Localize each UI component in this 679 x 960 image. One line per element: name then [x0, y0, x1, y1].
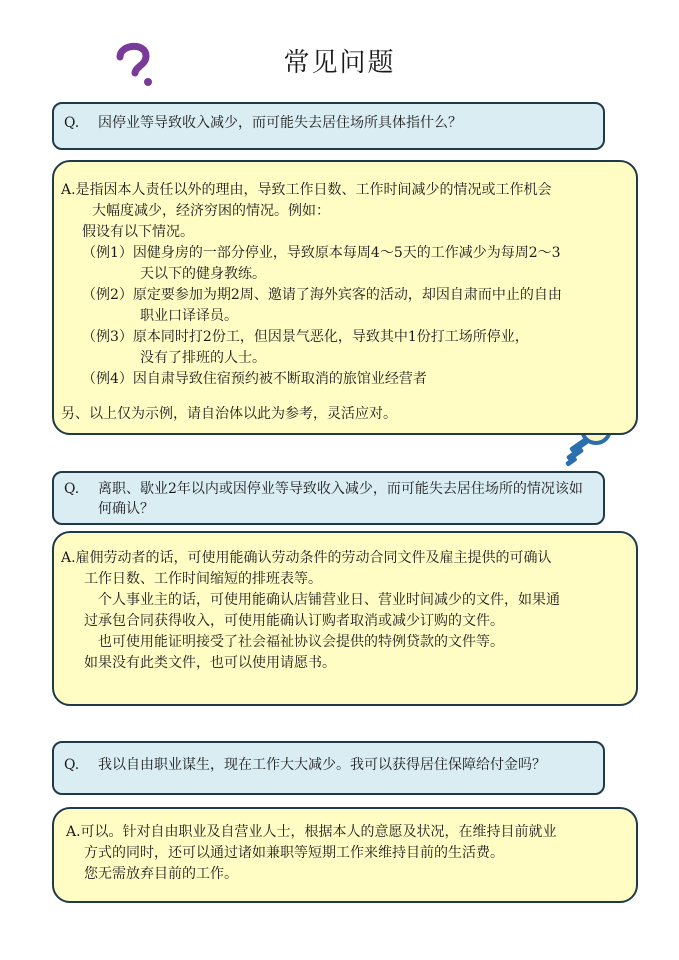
answer-line: （例3）原本同时打2份工，但因景气恶化，导致其中1份打工场所停业，: [82, 329, 529, 345]
answer-line: 个人事业主的话，可使用能确认店铺营业日、营业时间减少的文件，如果通: [98, 592, 560, 608]
answer-box-2: [52, 531, 638, 706]
answer-line: （例4）因自肃导致住宿预约被不断取消的旅馆业经营者: [82, 371, 427, 387]
answer-line: A.雇佣劳动者的话，可使用能确认劳动条件的劳动合同文件及雇主提供的可确认: [61, 550, 552, 566]
answer-line: （例1）因健身房的一部分停业，导致原本每周4～5天的工作减少为每周2～3: [82, 245, 561, 261]
question-label: Q.: [64, 115, 80, 131]
answer-line: （例2）原定要参加为期2周、邀请了海外宾客的活动，却因自肃而中止的自由: [82, 287, 562, 303]
answer-line: 另、以上仅为示例，请自治体以此为参考，灵活应对。: [61, 406, 397, 422]
answer-box-1: [52, 160, 638, 435]
answer-line: 天以下的健身教练。: [140, 266, 266, 282]
answer-line: 工作日数、工作时间缩短的排班表等。: [84, 571, 322, 587]
answer-line: 方式的同时，还可以通过诸如兼职等短期工作来维持目前的生活费。: [84, 845, 504, 861]
question-text: 离职、歇业2年以内或因停业等导致收入减少，而可能失去居住场所的情况该如何确认？: [98, 481, 583, 517]
answer-line: A.可以。针对自由职业及自营业人士，根据本人的意愿及状况，在维持目前就业: [66, 824, 557, 840]
answer-box-3: [52, 807, 638, 903]
question-box-1: [52, 102, 605, 150]
answer-line: 您无需放弃目前的工作。: [84, 866, 238, 882]
question-label: Q.: [64, 757, 80, 773]
page-title: 常见问题: [283, 48, 396, 78]
question-box-2: [52, 471, 605, 525]
question-mark-icon: [112, 40, 162, 90]
question-text: 我以自由职业谋生，现在工作大大减少。我可以获得居住保障给付金吗？: [98, 757, 546, 773]
answer-line: 大幅度减少，经济穷困的情况。例如：: [92, 203, 330, 219]
answer-line: 没有了排班的人士。: [140, 350, 266, 366]
answer-line: 如果没有此类文件，也可以使用请愿书。: [84, 655, 336, 671]
answer-line: 过承包合同获得收入，可使用能确认订购者取消或减少订购的文件。: [84, 613, 504, 629]
answer-line: A.是指因本人责任以外的理由，导致工作日数、工作时间减少的情况或工作机会: [61, 182, 552, 198]
question-text: 因停业等导致收入减少，而可能失去居住场所具体指什么？: [98, 115, 462, 131]
question-box-3: [52, 741, 605, 795]
answer-line: 假设有以下情况。: [82, 224, 194, 240]
question-label: Q.: [64, 481, 80, 497]
answer-line: 也可使用能证明接受了社会福祉协议会提供的特例贷款的文件等。: [98, 634, 504, 650]
answer-line: 职业口译译员。: [140, 308, 238, 324]
